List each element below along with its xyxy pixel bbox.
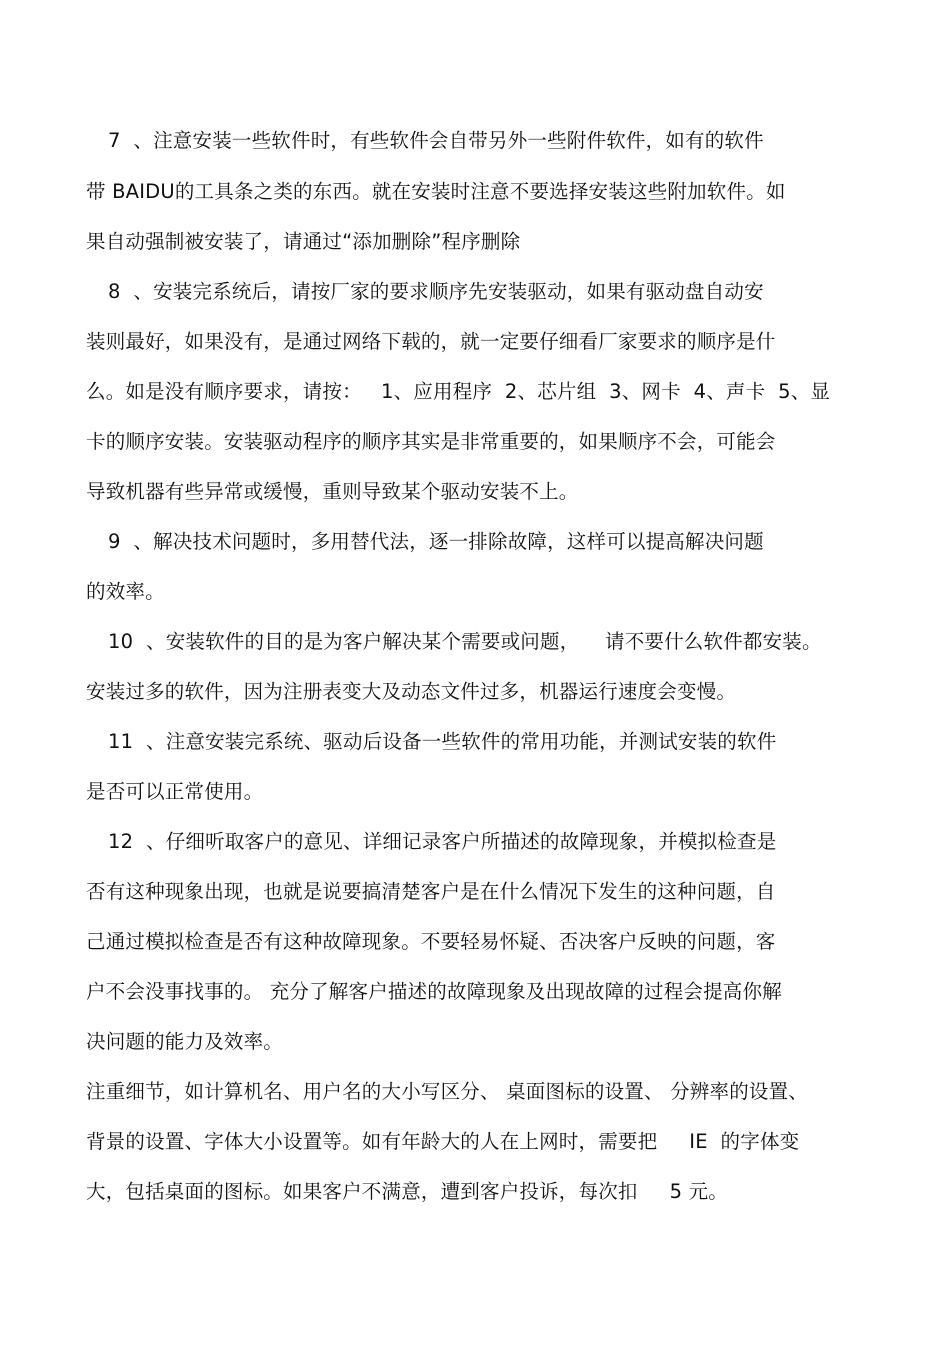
closing-paragraph-line-2: 背景的设置、字体大小设置等。如有年龄大的人在上网时，需要把 IE 的字体变	[86, 1130, 800, 1153]
paragraph-8-line-4: 卡的顺序安装。安装驱动程序的顺序其实是非常重要的，如果顺序不会，可能会	[86, 430, 776, 453]
paragraph-10-line-2: 安装过多的软件，因为注册表变大及动态文件过多，机器运行速度会变慢。	[86, 680, 737, 703]
paragraph-12-line-2: 否有这种现象出现，也就是说要搞清楚客户是在什么情况下发生的这种问题，自	[86, 880, 776, 903]
paragraph-10-line-1: 10 、安装软件的目的是为客户解决某个需要或问题， 请不要什么软件都安装。	[108, 630, 822, 653]
paragraph-8-line-3: 么。如是没有顺序要求，请按： 1、应用程序 2、芯片组 3、网卡 4、声卡 5、显	[86, 380, 831, 403]
closing-paragraph-line-1: 注重细节，如计算机名、用户名的大小写区分、 桌面图标的设置、 分辨率的设置、	[86, 1080, 808, 1103]
paragraph-11-line-2: 是否可以正常使用。	[86, 780, 264, 803]
paragraph-12-line-3: 己通过模拟检查是否有这种故障现象。不要轻易怀疑、否决客户反映的问题，客	[86, 930, 776, 953]
closing-paragraph-line-3: 大，包括桌面的图标。如果客户不满意，遭到客户投诉，每次扣 5 元。	[86, 1180, 728, 1203]
paragraph-8-line-5: 导致机器有些异常或缓慢，重则导致某个驱动安装不上。	[86, 480, 579, 503]
paragraph-8-line-1: 8 、安装完系统后，请按厂家的要求顺序先安装驱动，如果有驱动盘自动安	[108, 280, 764, 303]
paragraph-12-line-5: 决问题的能力及效率。	[86, 1030, 284, 1053]
paragraph-11-line-1: 11 、注意安装完系统、驱动后设备一些软件的常用功能，并测试安装的软件	[108, 730, 777, 753]
paragraph-7-line-3: 果自动强制被安装了，请通过“添加删除”程序删除	[86, 230, 521, 253]
paragraph-7-line-2: 带 BAIDU的工具条之类的东西。就在安装时注意不要选择安装这些附加软件。如	[86, 180, 786, 203]
paragraph-8-line-2: 装则最好，如果没有，是通过网络下载的，就一定要仔细看厂家要求的顺序是什	[86, 330, 776, 353]
paragraph-12-line-4: 户不会没事找事的。 充分了解客户描述的故障现象及出现故障的过程会提高你解	[86, 980, 782, 1003]
paragraph-9-line-2: 的效率。	[86, 580, 165, 603]
paragraph-12-line-1: 12 、仔细听取客户的意见、详细记录客户所描述的故障现象，并模拟检查是	[108, 830, 777, 853]
paragraph-7-line-1: 7 、注意安装一些软件时，有些软件会自带另外一些附件软件，如有的软件	[108, 129, 764, 152]
paragraph-9-line-1: 9 、解决技术问题时，多用替代法，逐一排除故障，这样可以提高解决问题	[108, 530, 764, 553]
